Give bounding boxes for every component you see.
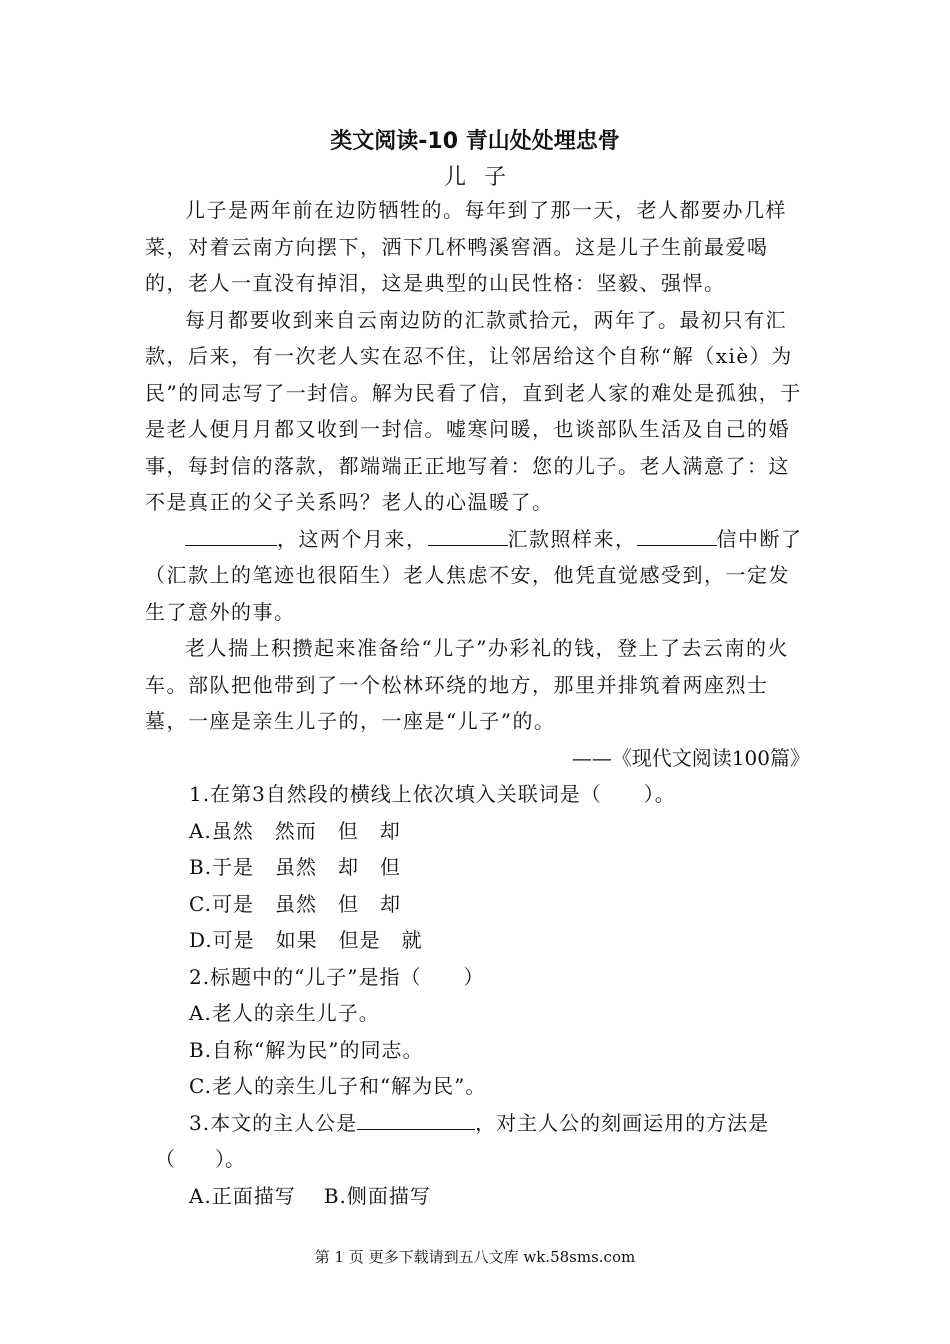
source-citation: ——《现代文阅读100篇》	[571, 745, 810, 770]
question-2-option-b: B.自称“解为民”的同志。	[189, 1037, 424, 1062]
question-3-option-a: A.正面描写	[189, 1183, 296, 1208]
question-3-option-b: B.侧面描写	[323, 1183, 431, 1208]
paragraph-3-part-a: ，这两个月来，	[277, 526, 428, 551]
question-1: 1.在第3自然段的横线上依次填入关联词是（ ）。	[189, 782, 676, 806]
question-1-option-b: B.于是 虽然 却 但	[189, 855, 402, 879]
paragraph-3	[145, 521, 810, 631]
fill-blank-2[interactable]	[428, 523, 508, 546]
page-footer: 第 1 页 更多下载请到五八文库 wk.58sms.com	[314, 1248, 636, 1266]
question-3-answer-bracket: （ ）。	[155, 1147, 245, 1171]
question-3-part-a: 3.本文的主人公是	[189, 1110, 358, 1135]
question-2: 2.标题中的“儿子”是指（ ）	[189, 964, 485, 989]
fill-blank-3[interactable]	[637, 523, 717, 546]
article-body	[145, 192, 810, 1214]
paragraph-3-part-c: 信中断了（汇款上的笔迹也很陌生）老人焦虑不安，他凭直觉感受到，一定发生了意外的事。	[145, 526, 803, 624]
fill-blank-1[interactable]	[185, 523, 277, 546]
question-3	[145, 1105, 810, 1142]
paragraph-1: 儿子是两年前在边防牺牲的。每年到了那一天，老人都要办几样菜，对着云南方向摆下，洒下几杯鸭溪窖酒。这是儿子生前最爱喝的，老人一直没有掉泪，这是典型的山民性格：坚毅、强悍。	[145, 198, 787, 295]
question-3-part-b: ，对主人公的刻画运用的方法是	[475, 1110, 770, 1135]
paragraph-2: 每月都要收到来自云南边防的汇款贰拾元，两年了。最初只有汇款，后来，有一次老人实在忍不住，让邻居给这个自称“解（xiè）为民”的同志写了一封信。解为民看了信，直到老人家的难处是孤独，于是老人便月月都又收到一封信。嘘寒问暖，也谈部队生活及自己的婚事，每封信的落款，都端端正正地写着：您的儿子。老人满意了：这不是真正的父子关系吗？老人的心温暖了。	[145, 307, 802, 514]
paragraph-3-part-b: 汇款照样来，	[507, 526, 637, 551]
question-2-option-c: C.老人的亲生儿子和“解为民”。	[189, 1074, 487, 1098]
paragraph-4: 老人揣上积攒起来准备给“儿子”办彩礼的钱，登上了去云南的火车。部队把他带到了一个松林环绕的地方，那里并排筑着两座烈士墓，一座是亲生儿子的，一座是“儿子”的。	[145, 636, 789, 733]
question-3-options	[145, 1178, 810, 1215]
question-1-option-c: C.可是 虽然 但 却	[189, 891, 401, 916]
story-title: 儿子	[443, 165, 524, 190]
question-1-option-d: D.可是 如果 但是 就	[189, 928, 423, 952]
question-1-option-a: A.虽然 然而 但 却	[189, 818, 401, 843]
document-title: 类文阅读-10 青山处处埋忠骨	[330, 129, 620, 154]
question-2-option-a: A.老人的亲生儿子。	[189, 1001, 380, 1025]
fill-blank-4[interactable]	[357, 1107, 475, 1130]
